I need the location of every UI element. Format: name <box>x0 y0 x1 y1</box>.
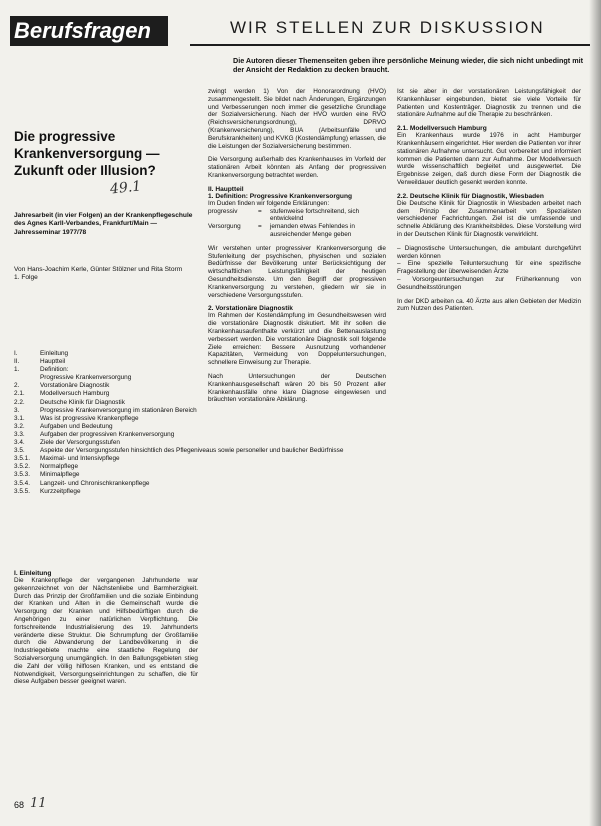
body-paragraph: In der DKD arbeiten ca. 40 Ärzte aus allen Gebieten der Medizin zum Nutzen des Patienten. <box>397 297 581 313</box>
definition-term: progressiv <box>208 207 238 215</box>
definition-term: Versorgung <box>208 223 241 231</box>
page-number: 68 <box>14 800 25 810</box>
handwritten-mark: 49.1 <box>109 178 142 198</box>
section-kicker: Berufsfragen <box>10 16 168 46</box>
toc-number: I. <box>14 350 18 357</box>
toc-row <box>14 423 198 431</box>
toc-number: 3.5.2. <box>14 463 30 471</box>
header-rule <box>190 44 590 46</box>
toc-text: Progressive Krankenversorgung im stationären Bereich <box>40 406 197 414</box>
article-title: Die progressive Krankenversorgung — Zukunft oder Illusion? <box>14 129 160 178</box>
toc-number: 2.1. <box>14 390 25 398</box>
list-item: – Diagnostische Untersuchungen, die ambulant durchgeführt werden können <box>397 244 581 260</box>
toc-row <box>14 366 198 374</box>
toc-row <box>14 431 198 439</box>
toc-row <box>14 455 198 463</box>
body-subheading: 2.1. Modellversuch Hamburg <box>397 125 487 133</box>
definition-row: progressiv = stufenweise fortschreitend, sich entwickelnd <box>208 208 386 224</box>
body-heading: I. Einleitung <box>14 570 52 577</box>
toc-number: 3.3. <box>14 430 25 438</box>
toc-row <box>14 399 198 407</box>
toc-text: Normalpflege <box>40 463 79 471</box>
definition-value: jemanden etwas Fehlendes in ausreichender Menge geben <box>270 223 355 238</box>
toc-row <box>14 358 198 366</box>
toc-row <box>14 480 198 488</box>
toc-number: 3.5.3. <box>14 471 30 479</box>
body-paragraph: Wir verstehen unter progressiver Krankenversorgung die Stufenleitung der psychischen, physischen und sozialen Bedürfnisse der Bevölkerung unter Berücksichtigung der wirtschaftlichen Leistungsfähigkeit der heutigen Gesundheitsdienste. Um den Begriff der progressiven Krankenversorgung zu verstehen, gliedern wir sie in verschiedene Versorgungsstufen. <box>208 244 386 299</box>
toc-text: Aufgaben der progressiven Krankenversorgung <box>40 430 175 438</box>
body-paragraph: Nach Untersuchungen der Deutschen Krankenhausgesellschaft wären 20 bis 50 Prozent aller Krankenhausfälle ohne klare Diagnose eingewiesen und bräuchten vorstationäre Abklärung. <box>208 372 386 404</box>
toc-number: 2.2. <box>14 398 25 406</box>
article-subtitle: Jahresarbeit (in vier Folgen) an der Krankenpflegeschule des Agnes Karll-Verbandes, Frankfurt/Main — Jahresseminar 1977/78 <box>14 212 193 236</box>
body-paragraph: Im Duden finden wir folgende Erklärungen: <box>208 199 330 207</box>
list-item: – Vorsorgeuntersuchungen zur Früherkennung von Gesundheitsstörungen <box>397 275 581 291</box>
toc-row <box>14 415 198 423</box>
body-heading: II. Hauptteil <box>208 185 244 193</box>
part-label: 1. Folge <box>14 274 38 282</box>
toc-row <box>14 382 198 390</box>
toc-number: 3.5.4. <box>14 479 30 487</box>
toc-number: II. <box>14 358 20 366</box>
toc-text: Definition: <box>40 366 69 374</box>
toc-number: 3.1. <box>14 414 25 422</box>
author-line: Von Hans-Joachim Kerle, Günter Stölzner und Rita Storm <box>14 266 183 273</box>
toc-number: 3.5.5. <box>14 487 30 495</box>
toc-text: Kurzzeitpflege <box>40 487 81 495</box>
toc-row <box>14 447 344 455</box>
toc-row <box>14 439 198 447</box>
editor-note: Die Autoren dieser Themenseiten geben ihre persönliche Meinung wieder, die sich nicht unbedingt mit der Ansicht der Redaktion zu decken braucht. <box>233 56 583 74</box>
definition-value: stufenweise fortschreitend, sich entwickelnd <box>270 207 360 223</box>
body-paragraph: Im Rahmen der Kostendämpfung im Gesundheitswesen wird die vorstationäre Diagnostik diskutiert. Mit ihr sollen die Krankenhausaufenthalte verkürzt und die Bettenauslastung verbessert werden. Die vorstationäre Diagnostik soll folgende Ziele erreichen: Bessere Ausnutzung vorhandener Kapazitäten, Vermeidung von Doppeluntersuchungen, schnellere Einweisung zur Therapie. <box>208 312 386 367</box>
toc-text: Deutsche Klinik für Diagnostik <box>40 398 125 406</box>
toc-number: 1. <box>14 366 20 374</box>
body-paragraph: Die Deutsche Klinik für Diagnostik in Wiesbaden arbeitet nach dem Prinzip der Zusammenarbeit von Spezialisten verschiedener Fachrichtungen. Ziel ist die umfassende und schnelle Abklärung des Krankheitsbildes. Diese Vorstellung wird in der Deutschen Klinik für Diagnostik verwirklicht. <box>397 199 581 238</box>
body-subheading: 1. Definition: Progressive Krankenversorgung <box>208 192 353 200</box>
toc-number: 2. <box>14 382 20 390</box>
body-paragraph: Ein Krankenhaus wurde 1976 in acht Hamburger Krankenhäusern eingerichtet. Hier werden die Patienten vor ihrer stationären Aufnahme untersucht. Gut vorbereitet und informiert kommen die Patienten dann zur Aufnahme. Der Modellversuch wurde wissenschaftlich begleitet und ausgewertet. Die Ergebnisse zeigen, daß durch diese Form der Diagnostik die Verweildauer deutlich gesenkt werden konnte. <box>397 132 582 186</box>
left-body <box>14 570 198 686</box>
article-authors <box>14 266 196 283</box>
toc-text: Maximal- und Intensivpflege <box>40 455 120 463</box>
toc-text: Progressive Krankenversorgung <box>40 374 132 382</box>
toc-number: 3. <box>14 406 20 414</box>
toc-text: Vorstationäre Diagnostik <box>40 382 110 390</box>
toc-text: Einleitung <box>40 350 69 357</box>
toc-row <box>14 407 198 415</box>
middle-column <box>208 88 386 404</box>
right-column <box>397 88 581 313</box>
toc-row <box>14 374 198 382</box>
toc-text: Ziele der Versorgungsstufen <box>40 439 120 447</box>
body-paragraph: Die Krankenpflege der vergangenen Jahrhunderte war gekennzeichnet von der Nächstenliebe und Barmherzigkeit. Durch das Prinzip der Großfamilien und die soziale Einbindung der Kranken und Alten in die Gemeinschaft wurde die Versorgung der Kranken und Hilfsbedürftigen durch die Angehörigen zu einer natürlichen Verpflichtung. Die fortschreitende Industrialisierung des 19. Jahrhunderts veränderte diese Struktur. Die Schrumpfung der Großfamilie durch die Abwanderung der Landbevölkerung in die Industriegebiete machte eine staatliche Regelung der Sozialversorgung unumgänglich. In den Ballungsgebieten stieg die Zahl der völlig hilflosen Kranken, und es entstand die Notwendigkeit, Versorgungseinrichtungen zu schaffen, die für diese Aufgaben besser geeignet waren. <box>14 577 198 686</box>
toc-text: Hauptteil <box>40 358 66 366</box>
toc-number <box>14 374 40 382</box>
body-paragraph: zwingt werden 1) Von der Honorarordnung (HVO) zusammengestellt. Sie bildet nach Änderungen, Ergänzungen und Verbesserungen noch immer die gesetzliche Grundlage der Sozialversicherung. Nach der HVO wurden eine RVO (Reichsversicherungsordnung), DPRVO (Krankenversicherung), BUA (Arbeitsunfälle und Berufskrankheiten) und KVKG (Kostendämpfung) erlassen, die die Leistungen der Sozialversicherung bestimmen. <box>208 88 386 150</box>
body-subheading: 2. Vorstationäre Diagnostik <box>208 305 293 313</box>
toc-number: 3.5.1. <box>14 455 30 463</box>
toc-text: Minimalpflege <box>40 471 80 479</box>
toc-text: Aspekte der Versorgungsstufen hinsichtlich des Pflegeniveaus sowie personeller und baulicher Bedürfnisse <box>40 447 344 455</box>
toc-row <box>14 471 198 479</box>
toc-text: Langzeit- und Chronischkrankenpflege <box>40 479 150 487</box>
toc-row <box>14 488 198 496</box>
toc-row <box>14 463 198 471</box>
toc-row <box>14 390 198 398</box>
toc-row <box>14 350 198 358</box>
toc-text: Modellversuch Hamburg <box>40 390 110 398</box>
toc-text: Aufgaben und Bedeutung <box>40 422 113 430</box>
body-paragraph: Ist sie aber in der vorstationären Leistungsfähigkeit der Krankenhäuser eingebunden, bietet sie viele Vorteile für Patienten und Kostenträger. Diagnostik zu trennen und die stationäre Aufnahme auf die Therapie zu beschränken. <box>397 88 581 119</box>
definition-row: Versorgung = jemanden etwas Fehlendes in ausreichender Menge geben <box>208 223 386 239</box>
body-subheading: 2.2. Deutsche Klinik für Diagnostik, Wiesbaden <box>397 192 544 200</box>
toc-number: 3.4. <box>14 439 25 447</box>
toc-text: Was ist progressive Krankenpflege <box>40 414 139 422</box>
binding-shadow <box>589 0 601 826</box>
list-item: – Eine spezielle Teiluntersuchung für eine spezifische Fragestellung der überweisenden Ärzte <box>397 260 581 276</box>
toc-number: 3.5. <box>14 447 25 455</box>
section-title: WIR STELLEN ZUR DISKUSSION <box>230 18 545 37</box>
toc-number: 3.2. <box>14 422 25 430</box>
body-paragraph: Die Versorgung außerhalb des Krankenhauses im Vorfeld der stationären Arbeit könnten als Anfang der progressiven Krankenversorgung betrachtet werden. <box>208 156 386 179</box>
handwritten-page-number: 11 <box>30 796 47 811</box>
